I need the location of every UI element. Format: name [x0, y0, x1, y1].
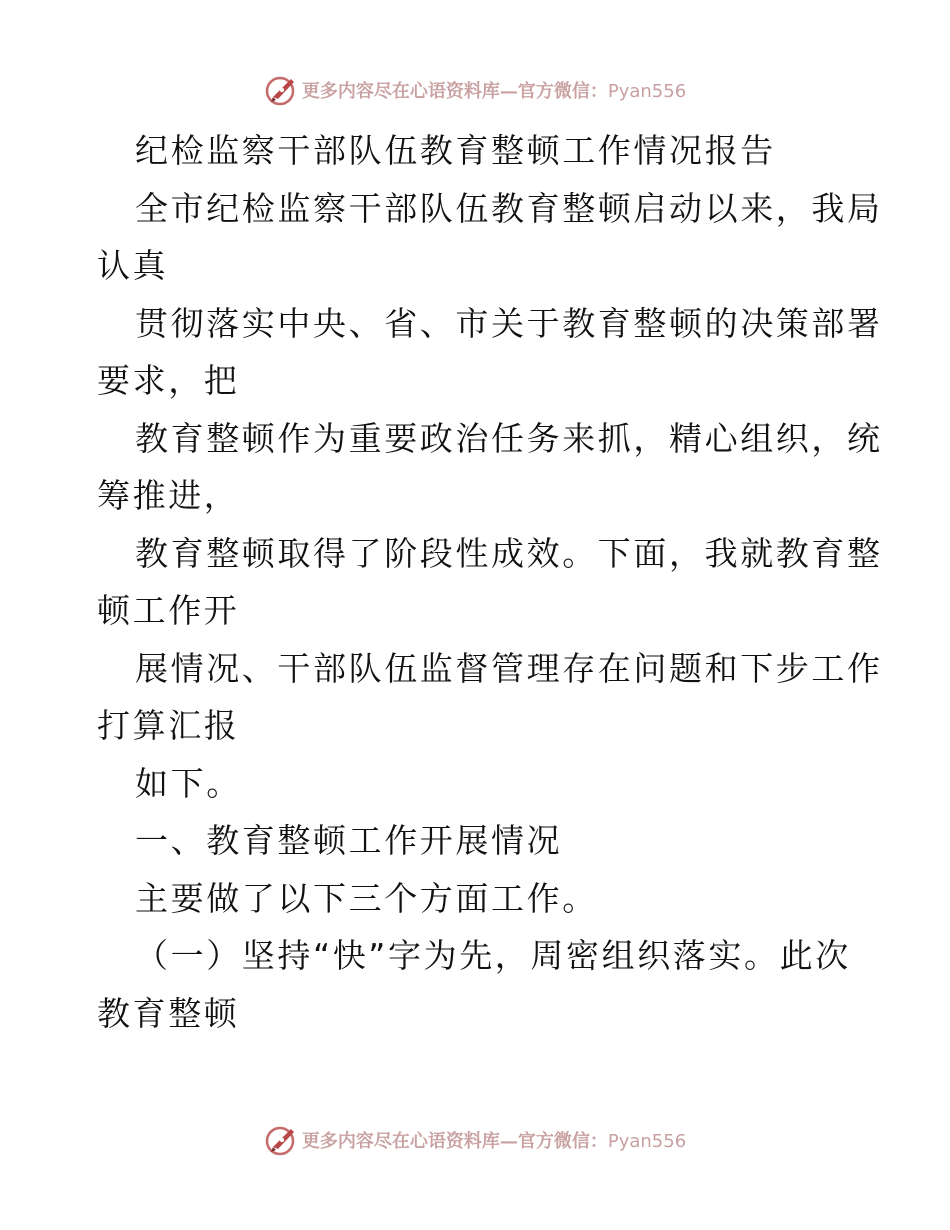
text-line: 筹推进， — [97, 476, 240, 515]
text-line: 一、教育整顿工作开展情况 — [135, 821, 563, 860]
document-body — [97, 122, 883, 1042]
text-line: 全市纪检监察干部队伍教育整顿启动以来，我局 — [135, 188, 883, 228]
text-line: 主要做了以下三个方面工作。 — [135, 878, 598, 918]
text-line: 打算汇报 — [97, 706, 240, 745]
text-line: 教育整顿取得了阶段性成效。下面，我就教育整 — [135, 533, 883, 573]
watermark-text: 更多内容尽在心语资料库—官方微信：Pyan556 — [301, 81, 687, 102]
text-line: 教育整顿作为重要政治任务来抓，精心组织，统 — [135, 418, 883, 458]
quill-pen-logo-icon — [264, 1123, 298, 1157]
text-line: 要求，把 — [97, 361, 240, 400]
text-line: 展情况、干部队伍监督管理存在问题和下步工作 — [135, 648, 883, 688]
text-line: （一）坚持“快”字为先，周密组织落实。此次 — [135, 936, 851, 975]
text-line: 贯彻落实中央、省、市关于教育整顿的决策部署 — [135, 303, 883, 343]
footer-watermark — [0, 1120, 950, 1160]
text-line: 顿工作开 — [97, 591, 240, 630]
text-line: 认真 — [97, 246, 169, 285]
watermark-text: 更多内容尽在心语资料库—官方微信：Pyan556 — [301, 1131, 687, 1152]
header-watermark — [0, 70, 950, 110]
text-line: 纪检监察干部队伍教育整顿工作情况报告 — [135, 131, 776, 170]
text-line: 教育整顿 — [97, 993, 240, 1033]
watermark-wechat-id: Pyan556 — [607, 81, 687, 102]
watermark-wechat-id: Pyan556 — [607, 1131, 687, 1152]
quill-pen-logo-icon — [264, 73, 298, 107]
text-line: 如下。 — [135, 763, 242, 803]
